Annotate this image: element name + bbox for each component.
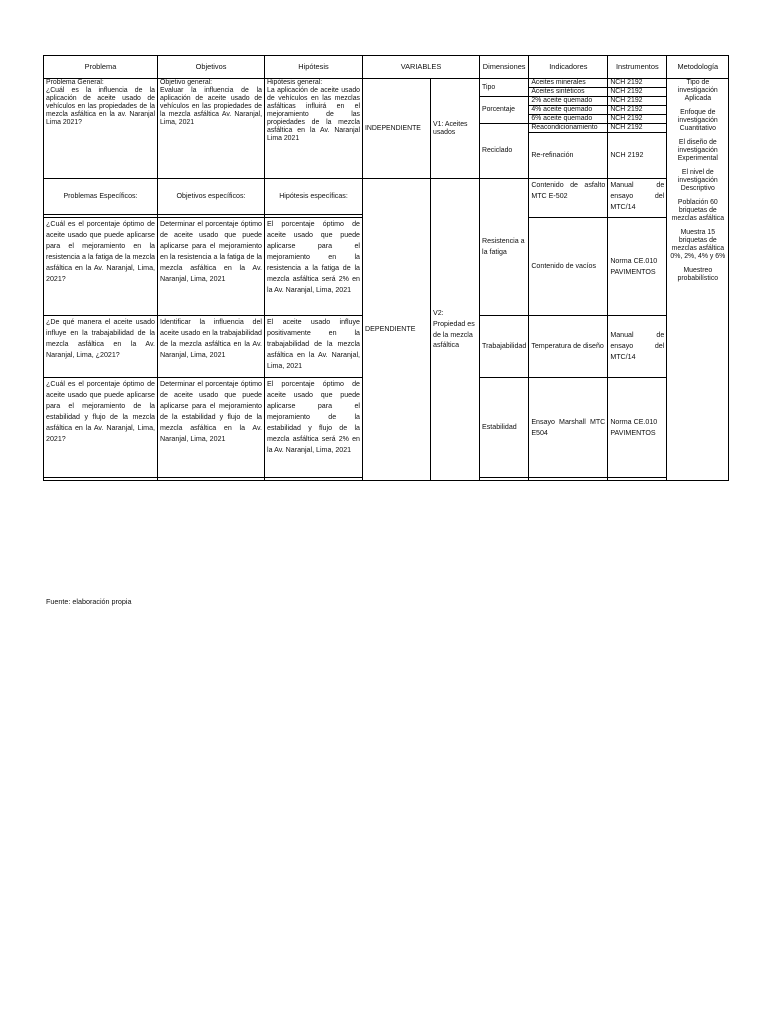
variable2-type: DEPENDIENTE [363,179,431,481]
methodology-item: Muestra 15 briquetas de mezclas asfáltica 0%, 2%, 4% y 6% [670,229,726,260]
spacer-cell [44,478,158,481]
specific-objective-1: Determinar el porcentaje óptimo de aceite usado que puede aplicarse para el mejoramiento en la resistencia a la fatiga de la mezcla asfáltica en la Av. Naranjal, Lima, 2021 [158,218,265,316]
general-objective-title: Objetivo general: [160,79,213,86]
instrument-cell: NCH 2192 [608,88,667,97]
consistency-matrix-table [43,55,729,481]
variable2-name: V2: Propiedad es de la mezcla asfáltica [431,179,480,481]
indicator-cell: Contenido de asfalto MTC E-502 [529,179,608,218]
specific-problem-2: ¿De qué manera el aceite usado influye en la trabajabilidad de la mezcla asfáltica en la Av. Naranjal, Lima, ¿2021? [44,316,158,378]
spacer-cell [529,478,608,481]
header-problema: Problema [44,56,158,79]
header-hipotesis: Hipótesis [265,56,363,79]
indicator-cell: 2% aceite quemado [529,97,608,106]
instrument-cell: Manual de ensayo del MTC/14 [608,179,667,218]
dimension-reciclado: Reciclado [480,124,529,179]
general-problem-title: Problema General: [46,79,104,86]
header-dimensiones: Dimensiones [480,56,529,79]
specific-hypotheses-header: Hipótesis específicas: [265,179,363,215]
indicator-cell: Reacondicionamiento [529,124,608,133]
header-metodologia: Metodología [667,56,729,79]
spacer-cell [480,478,529,481]
specific-problem-1: ¿Cuál es el porcentaje óptimo de aceite usado que puede aplicarse para el mejoramiento en la resistencia a la fatiga de la mezcla asfáltica en la Av. Naranjal, Lima, 2021? [44,218,158,316]
indicator-cell: Re-refinación [529,133,608,179]
dimension-tipo: Tipo [480,79,529,97]
specific-objectives-header: Objetivos específicos: [158,179,265,215]
dimension-porcentaje: Porcentaje [480,97,529,124]
instrument-cell: NCH 2192 [608,97,667,106]
specific-hypothesis-1: El porcentaje óptimo de aceite usado que puede aplicarse para el mejoramiento en la resistencia a la fatiga de la mezcla asfáltica será 2% en la Av. Naranjal, Lima, 2021 [265,218,363,316]
general-hypothesis-text: La aplicación de aceite usado de vehículos en las mezclas asfálticas influirá en el mejoramiento de las propiedades de la mezcla asfáltica en la Av. Naranjal Lima 2021 [267,87,360,142]
instrument-cell: Manual de ensayo del MTC/14 [608,316,667,378]
methodology-item: El diseño de investigación Experimental [677,139,718,162]
indicator-cell: Aceites minerales [529,79,608,88]
header-instrumentos: Instrumentos [608,56,667,79]
general-hypothesis-title: Hipótesis general: [267,79,323,86]
header-indicadores: Indicadores [529,56,608,79]
methodology-cell [667,79,729,481]
dimension-resistencia: Resistencia a la fatiga [480,179,529,316]
instrument-cell: Norma CE.010 PAVIMENTOS [608,218,667,316]
specific-objective-3: Determinar el porcentaje óptimo de aceite usado que puede aplicarse para el mejoramiento de la estabilidad y flujo de la mezcla asfáltica en la Av. Naranjal, Lima, 2021 [158,378,265,478]
methodology-item: Población 60 briquetas de mezclas asfáltica [671,199,725,222]
indicator-cell: Ensayo Marshall MTC E504 [529,378,608,478]
general-objective-text: Evaluar la influencia de la aplicación de aceite usado de vehículos en las propiedades de la mezcla asfáltica Av. Naranjal, Lima, 2021 [160,87,262,126]
specific-hypothesis-2: El aceite usado influye positivamente en la trabajabilidad de la mezcla asfáltica en la Av. Naranjal, Lima, 2021 [265,316,363,378]
spacer-cell [158,478,265,481]
instrument-cell: NCH 2192 [608,106,667,115]
general-hypothesis-cell [265,79,363,179]
instrument-cell: NCH 2192 [608,115,667,124]
header-objetivos: Objetivos [158,56,265,79]
specific-header-row [44,179,729,215]
indicator-cell: Contenido de vacíos [529,218,608,316]
instrument-cell: NCH 2192 [608,124,667,133]
spacer-cell [608,478,667,481]
variable1-name: V1: Aceites usados [431,79,480,179]
general-objective-cell [158,79,265,179]
dimension-trabajabilidad: Trabajabilidad [480,316,529,378]
specific-problem-3: ¿Cuál es el porcentaje óptimo de aceite usado que puede aplicarse para el mejoramiento de la estabilidad y flujo de la mezcla asfáltica en la Av. Naranjal, Lima, 2021? [44,378,158,478]
specific-objective-2: Identificar la influencia del aceite usado en la trabajabilidad de la mezcla asfáltica en la Av. Naranjal, Lima, 2021 [158,316,265,378]
methodology-item: Muestreo probabilístico [677,267,719,282]
instrument-cell: NCH 2192 [608,133,667,179]
spacer-cell [265,478,363,481]
header-row [44,56,729,79]
dimension-estabilidad: Estabilidad [480,378,529,478]
instrument-cell: NCH 2192 [608,79,667,88]
specific-problems-header: Problemas Específicos: [44,179,158,215]
general-problem-text: ¿Cuál es la influencia de la aplicación de aceite usado de vehículos en las propiedades de la mezcla asfáltica en la av. Naranjal Lima 2021? [46,87,155,126]
methodology-item: Enfoque de investigación Cuantitativo [677,109,718,132]
indicator-cell: Aceites sintéticos [529,88,608,97]
specific-hypothesis-3: El porcentaje óptimo de aceite usado que puede aplicarse para el mejoramiento de la estabilidad y flujo de la mezcla asfáltica será 2% en la Av. Naranjal, Lima, 2021 [265,378,363,478]
source-note: Fuente: elaboración propia [46,597,132,606]
indicator-cell: 4% aceite quemado [529,106,608,115]
methodology-item: El nivel de investigación Descriptivo [677,169,718,192]
indicator-row [44,79,729,88]
methodology-item: Tipo de investigación Aplicada [677,79,718,102]
instrument-cell: Norma CE.010 PAVIMENTOS [608,378,667,478]
general-problem-cell [44,79,158,179]
indicator-cell: 6% aceite quemado [529,115,608,124]
indicator-cell: Temperatura de diseño [529,316,608,378]
variable1-type: INDEPENDIENTE [363,79,431,179]
header-variables: VARIABLES [363,56,480,79]
